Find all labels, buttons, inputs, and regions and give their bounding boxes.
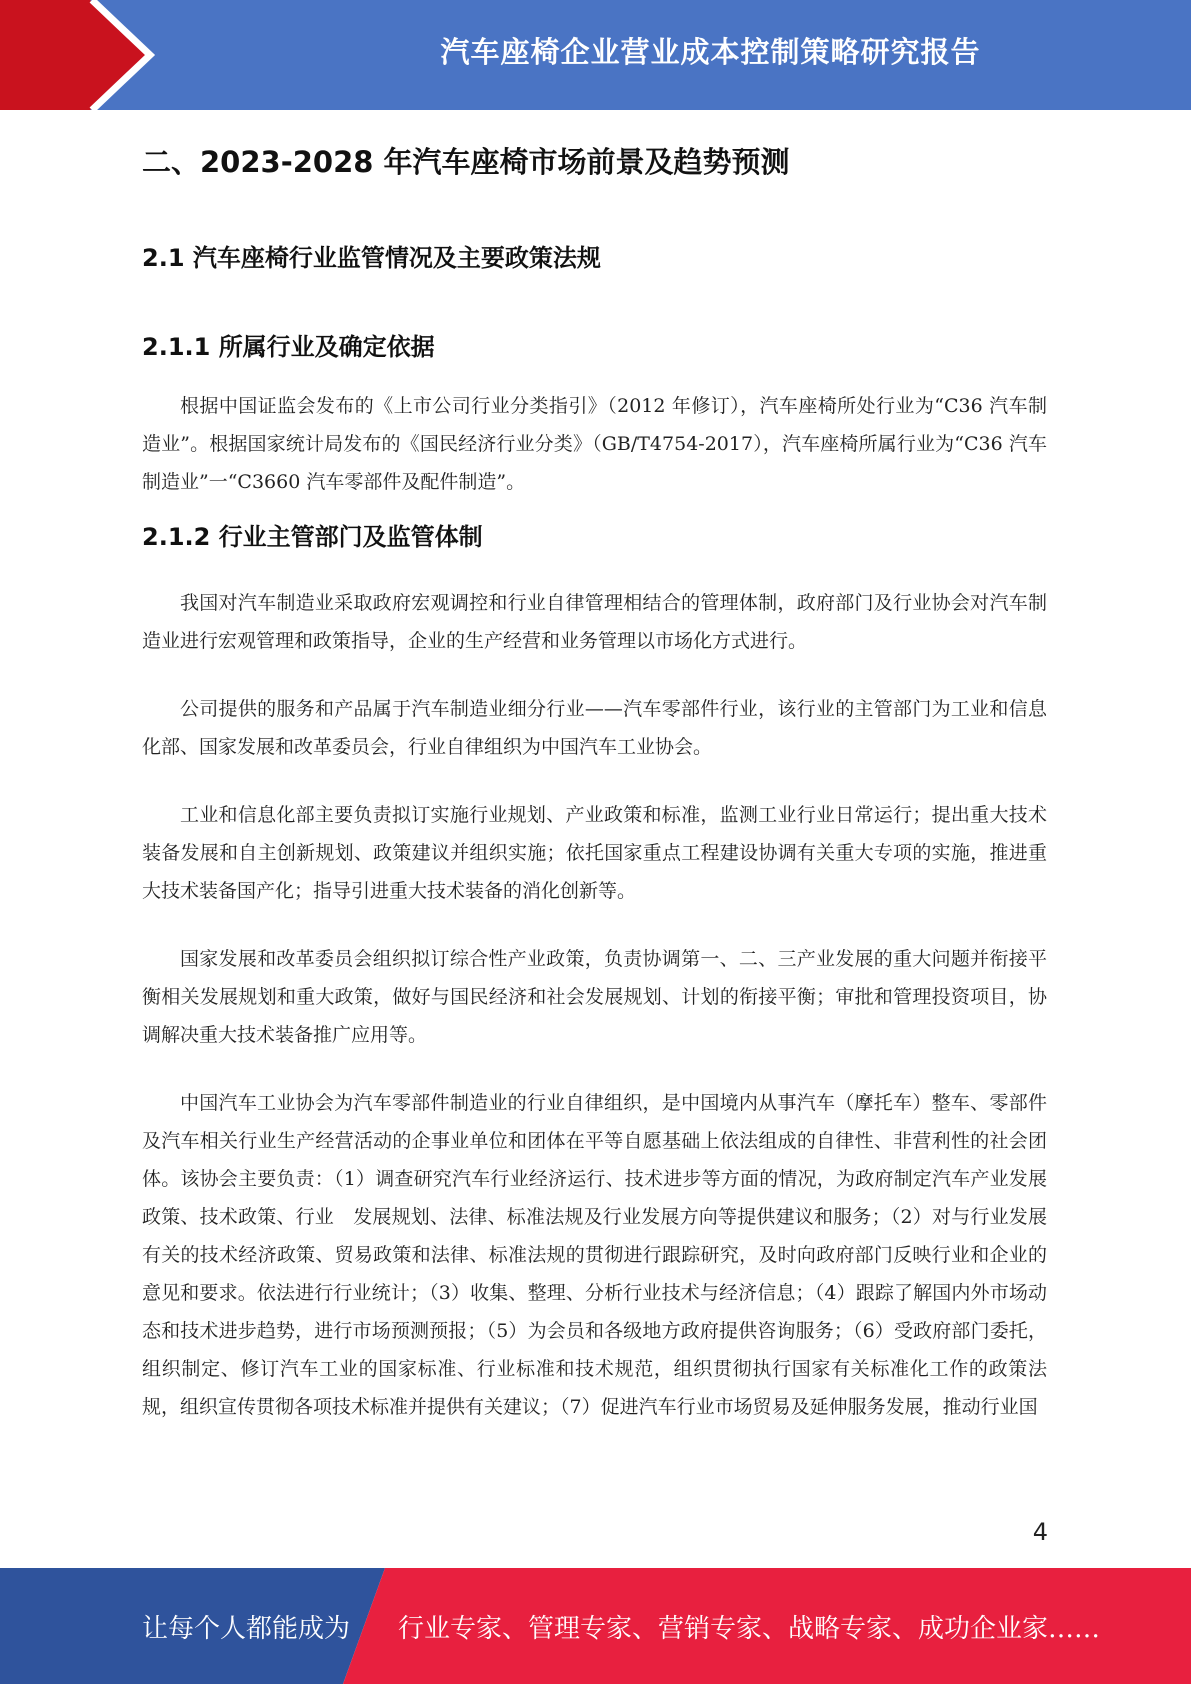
sub2-paragraph: 国家发展和改革委员会组织拟订综合性产业政策，负责协调第一、二、三产业发展的重大问题并衔接平衡相关发展规划和重大政策，做好与国民经济和社会发展规划、计划的衔接平衡；审批和管理投资项目，协调解决重大技术装备推广应用等。 (142, 948, 1047, 1046)
sub2-paragraph: 公司提供的服务和产品属于汽车制造业细分行业——汽车零部件行业，该行业的主管部门为工业和信息化部、国家发展和改革委员会，行业自律组织为中国汽车工业协会。 (142, 698, 1047, 758)
sub1-title: 2.1.1 所属行业及确定依据 (142, 333, 435, 361)
sub2-paragraph: 工业和信息化部主要负责拟订实施行业规划、产业政策和标准，监测工业行业日常运行；提出重大技术装备发展和自主创新规划、政策建议并组织实施；依托国家重点工程建设协调有关重大专项的实施，推进重大技术装备国产化；指导引进重大技术装备的消化创新等。 (142, 804, 1047, 902)
subsection-title: 2.1 汽车座椅行业监管情况及主要政策法规 (142, 244, 601, 272)
sub1-paragraph: 根据中国证监会发布的《上市公司行业分类指引》（2012 年修订），汽车座椅所处行业为“C36 汽车制造业”。根据国家统计局发布的《国民经济行业分类》（GB/T4754-2017），汽车座椅所属行业为“C36 汽车制造业”一“C3660 汽车零部件及配件制造”。 (142, 395, 1047, 493)
footer-slogan-left: 让每个人都能成为 (142, 1613, 351, 1644)
page-header (0, 0, 1191, 110)
header-red-chevron (0, 0, 150, 110)
page-number: 4 (1032, 1518, 1048, 1546)
sub2-paragraph: 我国对汽车制造业采取政府宏观调控和行业自律管理相结合的管理体制，政府部门及行业协会对汽车制造业进行宏观管理和政策指导，企业的生产经营和业务管理以市场化方式进行。 (142, 592, 1047, 652)
main-content (142, 138, 1047, 1426)
report-title: 汽车座椅企业营业成本控制策略研究报告 (440, 34, 981, 69)
page-footer (0, 1568, 1191, 1684)
section-title: 二、2023-2028 年汽车座椅市场前景及趋势预测 (142, 145, 790, 179)
footer-slogan-right: 行业专家、管理专家、营销专家、战略专家、成功企业家…… (398, 1613, 1101, 1644)
sub2-title: 2.1.2 行业主管部门及监管体制 (142, 523, 483, 551)
sub2-paragraph: 中国汽车工业协会为汽车零部件制造业的行业自律组织，是中国境内从事汽车（摩托车）整车、零部件及汽车相关行业生产经营活动的企事业单位和团体在平等自愿基础上依法组成的自律性、非营利性的社会团体。该协会主要负责：（1）调查研究汽车行业经济运行、技术进步等方面的情况，为政府制定汽车产业发展政策、技术政策、行业 发展规划、法律、标准法规及行业发展方向等提供建议和服务；（2）对与行业发展有关的技术经济政策、贸易政策和法律、标准法规的贯彻进行跟踪研究，及时向政府部门反映行业和企业的意见和要求。依法进行行业统计；（3）收集、整理、分析行业技术与经济信息；（4）跟踪了解国内外市场动态和技术进步趋势，进行市场预测预报；（5）为会员和各级地方政府提供咨询服务；（6）受政府部门委托，组织制定、修订汽车工业的国家标准、行业标准和技术规范，组织贯彻执行国家有关标准化工作的政策法规，组织宣传贯彻各项技术标准并提供有关建议；（7）促进汽车行业市场贸易及延伸服务发展，推动行业国 (142, 1092, 1047, 1418)
